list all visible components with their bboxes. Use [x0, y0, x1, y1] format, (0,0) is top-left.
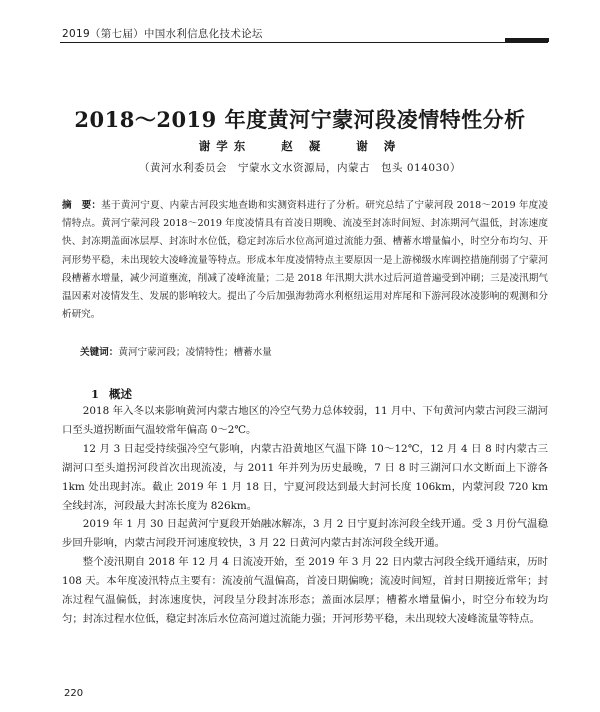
author-name: 谢: [356, 139, 374, 153]
keywords: [80, 344, 550, 358]
body-text: [62, 402, 548, 629]
paper-title: 2018～2019 年度黄河宁蒙河段凌情特性分析: [74, 107, 526, 132]
paragraph: 2018 年入冬以来影响黄河内蒙古地区的冷空气势力总体较弱，11 月中、下旬黄河内蒙古河段三湖河口至头道拐断面气温较常年偏高 0～2℃。: [62, 405, 548, 436]
section-heading: [91, 386, 132, 402]
header-rule: [60, 42, 548, 43]
author-name: 赵: [281, 139, 299, 153]
author-name: 涛: [383, 139, 402, 153]
running-head: 2019（第七届）中国水利信息化技术论坛: [62, 28, 263, 40]
page-number: 220: [64, 688, 84, 699]
section-title: 概述: [109, 387, 133, 401]
abstract-label: 摘 要：: [62, 200, 102, 211]
keywords-label: 关键词：: [80, 347, 119, 358]
abstract-text: 基于黄河宁夏、内蒙古河段实地查勘和实测资料进行了分析。研究总结了宁蒙河段 2018～2019 年度凌情特点。黄河宁蒙河段 2018～2019 年度凌情具有首凌日期晚、流凌至封冻时间短、封冻期河气温低，封冻速度快、封冻期盖面冰层厚、封冻时水位低，稳定封冻后水位高河道过流能力强、槽蓄水增量偏小，时空分布均匀、开河形势平稳，未出现较大凌峰流量等特点。形成本年度凌情特点主要原因一是上游梯级水库调控措施削弱了宁蒙河段槽蓄水增量，减少河道壅流，削减了凌峰流量；二是 2018 年汛期大洪水过后河道普遍受到冲刷；三是凌汛期气温因素对凌情发生、发展的影响较大。提出了今后加强海勃湾水利枢纽运用对库尾和下游河段冰凌影响的观测和分析研究。: [62, 200, 548, 321]
author-name: 谢学东: [198, 139, 252, 153]
author-name: 凝: [308, 139, 327, 153]
author-list: [0, 138, 600, 154]
paragraph: 2019 年 1 月 30 日起黄河宁夏段开始融冰解冻，3 月 2 日宁夏封冻河段全线开通。受 3 月份气温稳步回升影响，内蒙古河段开河速度较快，3 月 22 日黄河内蒙古封冻河段全线开通。: [62, 518, 548, 550]
keywords-text: 黄河宁蒙河段；凌情特性；槽蓄水量: [118, 347, 272, 358]
affiliation: （黄河水利委员会 宁蒙水文水资源局，内蒙古 包头 014030）: [139, 162, 461, 174]
paragraph: 12 月 3 日起受持续强冷空气影响，内蒙古沿黄地区气温下降 10～12℃，12 月 4 日 8 时内蒙古三湖河口至头道拐河段首次出现流凌，与 2011 年并列为历史最晚，7 日 8 时三湖河口水文断面上下游各 1km 处出现封冻。截止 2019 年 1 月 18 日，宁夏河段达到最大封河长度 106km，内蒙河段 720 km 全线封冻，河段最大封冻长度为 826km。: [62, 442, 548, 512]
section-number: 1: [91, 387, 100, 401]
paragraph: 整个凌汛期自 2018 年 12 月 4 日流凌开始，至 2019 年 3 月 22 日内蒙古河段全线开通结束，历时 108 天。本年度凌汛特点主要有：流凌前气温偏高，首凌日期偏晚；流凌时间短，首封日期接近常年；封冻过程气温偏低，封冻速度快，河段呈分段封冻形态；盖面冰层厚；槽蓄水增量偏小，时空分布较为均匀；封冻过程水位低，稳定封冻后水位高河道过流能力强；开河形势平稳，未出现较大凌峰流量等特点。: [62, 556, 548, 625]
abstract: [62, 197, 548, 324]
